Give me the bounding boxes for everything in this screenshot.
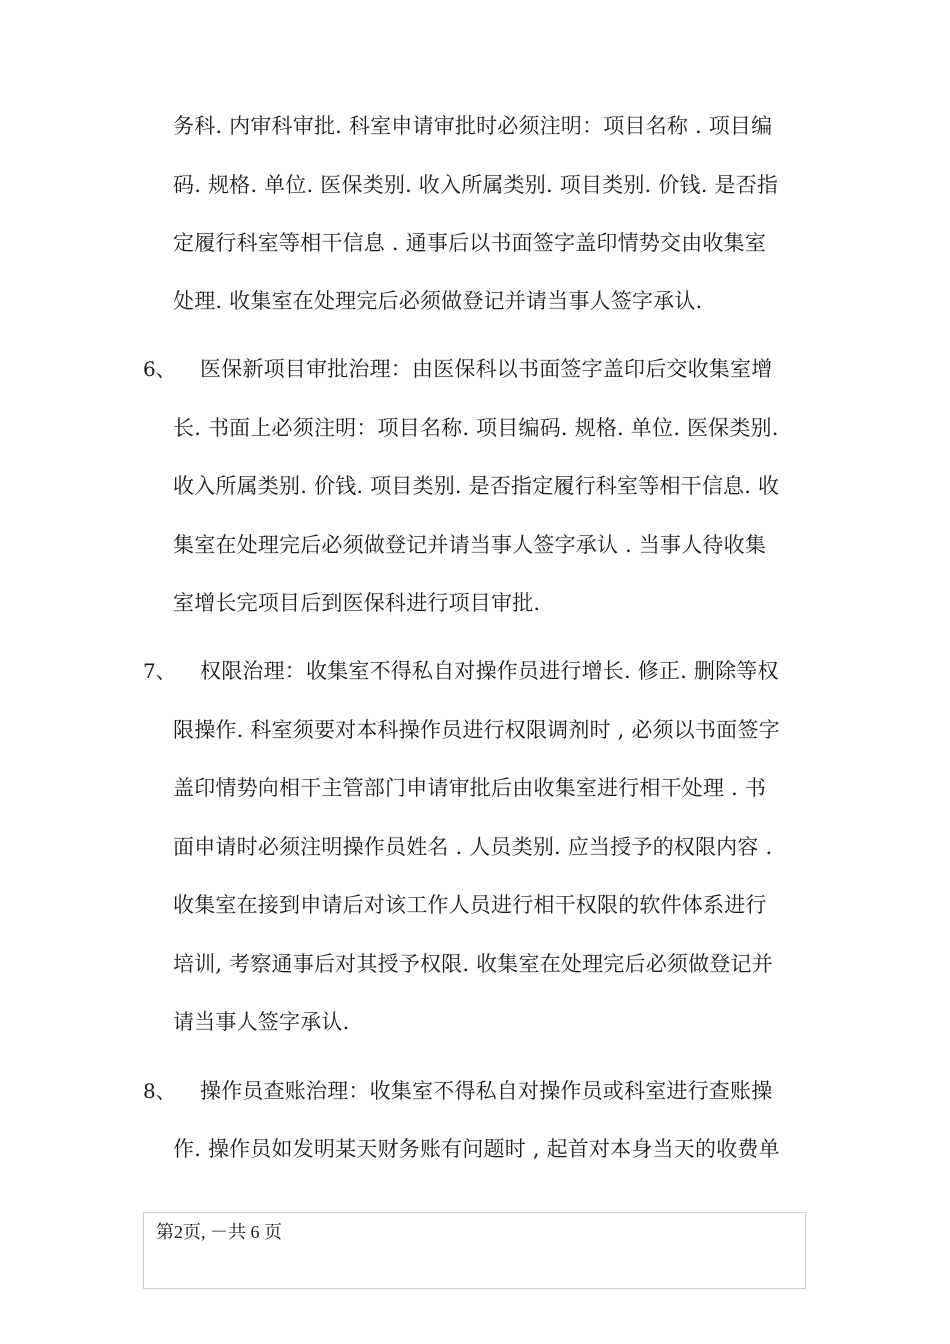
body-line: 务科. 内审科审批. 科室申请审批时必须注明：项目名称 . 项目编 (173, 114, 773, 138)
body-line: 室增长完项目后到医保科进行项目审批. (173, 591, 541, 615)
item-number: 7、 (143, 659, 176, 683)
body-line: 集室在处理完后必须做登记并请当事人签字承认 . 当事人待收集 (173, 533, 767, 557)
item-number: 8、 (143, 1079, 176, 1103)
body-line: 面申请时必须注明操作员姓名 . 人员类别. 应当授予的权限内容 . (173, 835, 773, 859)
page-footer (143, 1212, 806, 1289)
body-line: 收集室在接到申请后对该工作人员进行相干权限的软件体系进行 (173, 893, 767, 917)
item-first-line: 医保新项目审批治理：由医保科以书面签字盖印后交收集室增 (200, 357, 773, 381)
item-first-line: 权限治理：收集室不得私自对操作员进行增长. 修正. 删除等权 (200, 659, 779, 683)
body-line: 请当事人签字承认. (173, 1010, 350, 1034)
body-line: 限操作. 科室须要对本科操作员进行权限调剂时 , 必须以书面签字 (173, 718, 780, 742)
body-line: 培训, 考察通事后对其授予权限. 收集室在处理完后必须做登记并 (173, 952, 773, 976)
body-line: 码. 规格. 单位. 医保类别. 收入所属类别. 项目类别. 价钱. 是否指 (173, 173, 779, 197)
body-line: 长. 书面上必须注明：项目名称. 项目编码. 规格. 单位. 医保类别. (173, 416, 779, 440)
body-line: 定履行科室等相干信息 . 通事后以书面签字盖印情势交由收集室 (173, 231, 767, 255)
body-line: 处理. 收集室在处理完后必须做登记并请当事人签字承认. (173, 289, 703, 313)
body-line: 收入所属类别. 价钱. 项目类别. 是否指定履行科室等相干信息. 收 (173, 474, 780, 498)
item-number: 6、 (143, 357, 176, 381)
page-number-label: 第2页, －共 6 页 (156, 1222, 282, 1242)
body-line: 作. 操作员如发明某天财务账有问题时 , 起首对本身当天的收费单 (173, 1137, 780, 1161)
body-line: 盖印情势向相干主管部门申请审批后由收集室进行相干处理 . 书 (173, 776, 767, 800)
item-first-line: 操作员查账治理：收集室不得私自对操作员或科室进行查账操 (200, 1079, 773, 1103)
